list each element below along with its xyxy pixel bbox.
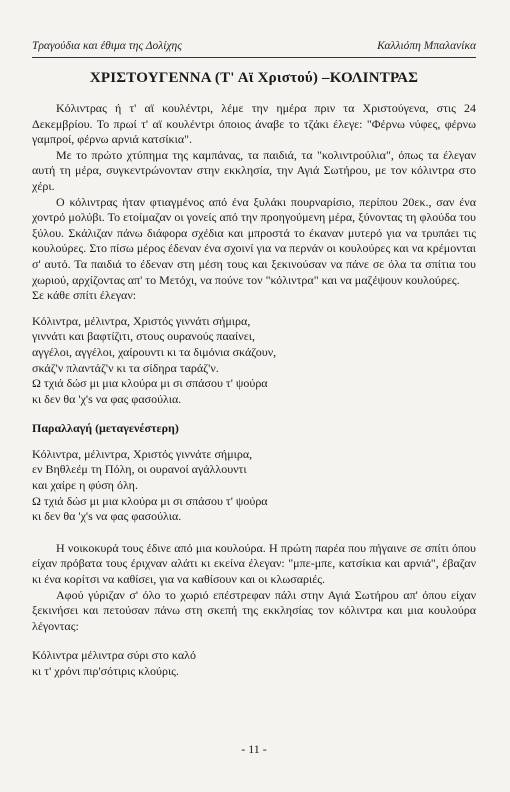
verse-line: Κόλιντρα μέλιντρα σύρι στο καλό (32, 648, 196, 663)
chapter-title: ΧΡΙΣΤΟΥΓΕΝΝΑ (Τ' Αϊ Χριστού) –ΚΟΛΙΝΤΡΑΣ (89, 70, 419, 86)
header-book-title: Τραγούδια και έθιμα της Δολίχης (32, 40, 182, 52)
verse-2 (32, 447, 476, 525)
paragraph-intro-2: Με το πρώτο χτύπημα της καμπάνας, τα παιδιά, τα "κολιντρούλια", όπως τα έλεγαν αυτή τη μέρα, συγκεντρώνονταν στην εκκλησία, την Αγιά Σωτήρου, με τον κόλιντρα στο χέρι. (32, 147, 476, 193)
header-rule (32, 57, 476, 58)
verse-line: κι τ' χρόνι πιρ'σότιρις κλούρις. (32, 664, 179, 678)
verse-line: αγγέλοι, αγγέλοι, χαίρουντι κι τα διμόνια σκάζουν, (32, 344, 277, 359)
verse-line: γιννάτι και βαφτίζιτι, στους ουρανούς πααίνει, (32, 329, 255, 344)
verse-1 (32, 314, 476, 408)
verse-line: εν Βηθλεέμ τη Πόλη, οι ουρανοί αγάλλουντι (32, 462, 247, 477)
paragraph-outro-1: Η νοικοκυρά τους έδινε από μια κουλούρα. Η πρώτη παρέα που πήγαινε σε σπίτι όπου είχαν πρόβατα τους έριχναν αλάτι κι εκείνα έλεγαν: "μπε-μπε, κατσίκια και αρνιά", έβαζαν κι ένα κορίτσι να καθίσει, για να καθίσουν και οι κλωσαριές. (32, 540, 476, 587)
verse-line: και χαίρε η φύση όλη. (32, 478, 138, 493)
verse-line: σκάζ'ν πλαντάζ'ν κι τα σίδηρα ταράζ'ν. (32, 360, 219, 375)
header-author: Καλλιόπη Μπαλανίκα (377, 40, 476, 52)
verse-line: κι δεν θα 'χ's να φας φασούλια. (32, 509, 182, 524)
verse-line: Κόλιντρα, μέλιντρα, Χριστός γιννάτε σήμιρα, (32, 446, 253, 461)
paragraph-outro-2: Αφού γύριζαν σ' όλο το χωριό επέστρεφαν πάλι στην Αγιά Σωτήρου απ' όπου είχαν ξεκινήσει και πετούσαν πάνω στη σκεπή της εκκλησίας τον κόλιντρα και μια κουλούρα λέγοντας: (32, 587, 476, 633)
variant-heading: Παραλλαγή (μεταγενέστερη) (32, 421, 179, 436)
paragraph-intro-1: Κόλιντρας ή τ' αϊ κουλέντρι, λέμε την ημέρα πριν τα Χριστούγενα, στις 24 Δεκεμβρίου. Το πρωί τ' αϊ κουλέντρι όποιος άναβε το τζάκι έλεγε: "Φέρνω νύφες, φέρνω γαμπροί, φέρνω αρνιά κατσίκια". (32, 101, 476, 147)
verse-line: Ω τχιά δώσ μι μια κλούρα μι σι σπάσου τ' ψούρα (32, 376, 268, 391)
verse-3 (32, 648, 476, 679)
verse-line: Κόλιντρα, μέλιντρα, Χριστός γιννάτι σήμιρα, (32, 313, 251, 328)
verse-line: Ω τχιά δώσ μι μια κλούρα μι σι σπάσου τ' ψούρα (32, 493, 268, 508)
book-page (32, 0, 476, 792)
verse-line: κι δεν θα 'χ's να φας φασούλια. (32, 391, 182, 406)
page-number: - 11 - (241, 742, 267, 756)
paragraph-intro-3: Ο κόλιντρας ήταν φτιαγμένος από ένα ξυλάκι πουρναρίσιο, περίπου 20εκ., σαν ένα χοντρό μολύβι. Το ετοίμαζαν οι γονείς από την προηγούμενη μέρα, ξύνοντας τη φλούδα του ξύλου. Σκάλιζαν πάνω διάφορα σχέδια και μπροστά το έκαναν μυτερό για να τρυπάει τις κουλούρες. Στο πίσω μέρος έδεναν ένα σχοινί για να περνάν οι κουλούρες και να κρέμονται σ' αυτό. Τα παιδιά το έδεναν στη μέση τους και ξεκινούσαν να πάνε σε όλα τα σπίτια του χωριού, αρχίζοντας απ' το Μετόχι, να πούνε τον "κόλιντρα" και να μαζέψουν κουλούρες. (32, 194, 476, 287)
verse-intro-label: Σε κάθε σπίτι έλεγαν: (32, 288, 137, 303)
body-text (32, 101, 476, 680)
running-header (32, 40, 476, 52)
